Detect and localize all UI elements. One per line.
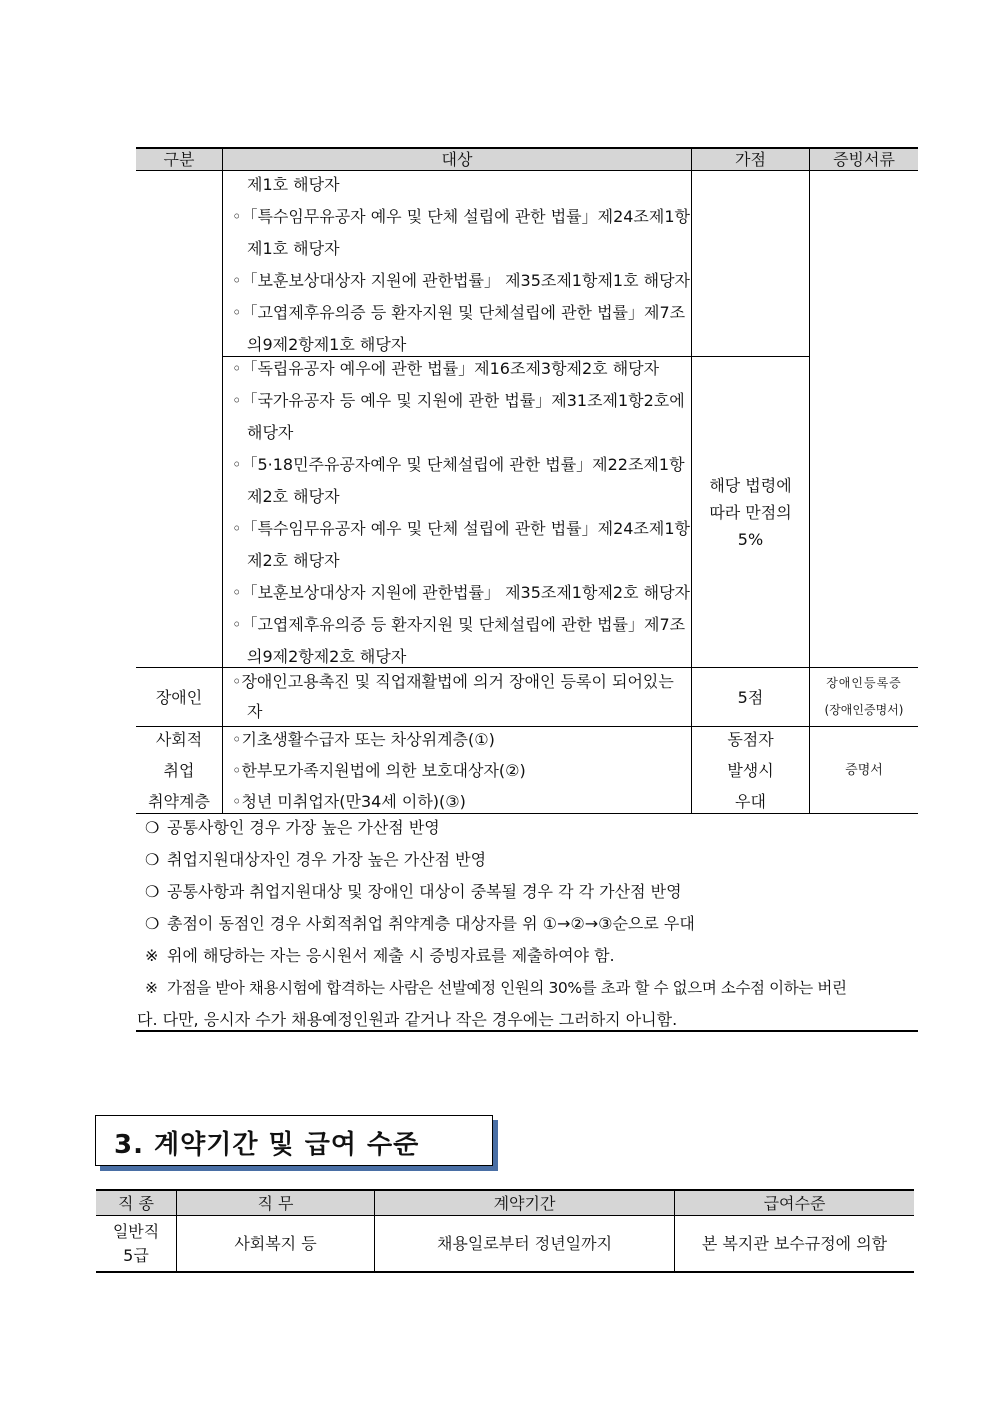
header-salary: 급여수준 — [675, 1189, 914, 1215]
note-text: 가점을 받아 채용시험에 합격하는 사람은 선발예정 인원의 30%를 초과 할 수 없으며 소수점 이하는 버린 — [167, 979, 847, 997]
category-text: 취약계층 — [148, 791, 210, 811]
category-text: 취업 — [163, 760, 195, 780]
salary-cell: 본 복지관 보수규정에 의함 — [701, 1233, 888, 1253]
target-line: 해당자 — [247, 423, 294, 442]
header-docs: 증빙서류 — [810, 147, 918, 170]
bullet-icon: ❍ — [145, 914, 160, 933]
docs-text: (장애인증명서) — [824, 703, 904, 717]
section-title: 3. 계약기간 및 급여 수준 — [114, 1130, 420, 1160]
note — [145, 817, 440, 839]
contract-table — [96, 1189, 914, 1273]
target-line: ◦「특수임무유공자 예우 및 단체 설립에 관한 법률」제24조제1항 — [232, 207, 690, 226]
points-cell: 5점 — [737, 687, 764, 707]
points-text: 5% — [737, 529, 764, 549]
note-text: 공통사항과 취업지원대상 및 장애인 대상이 중복될 경우 각 각 가산점 반영 — [167, 882, 682, 901]
job-type-text: 일반직 — [112, 1221, 160, 1241]
job-type-text: 5급 — [123, 1245, 149, 1265]
section-title-box — [95, 1115, 493, 1166]
target-line: ◦청년 미취업자(만34세 이하)(③) — [232, 792, 466, 811]
note — [137, 1009, 677, 1031]
docs-cell — [810, 668, 918, 726]
note — [145, 977, 847, 999]
note-text: 총점이 동점인 경우 사회적취업 취약계층 대상자를 위 ①→②→③순으로 우대 — [167, 914, 695, 933]
category-text: 사회적 — [155, 729, 203, 749]
target-line: ◦「고엽제후유의증 등 환자지원 및 단체설립에 관한 법률」제7조 — [232, 615, 686, 634]
target-line: ◦「특수임무유공자 예우 및 단체 설립에 관한 법률」제24조제1항 — [232, 519, 690, 538]
note — [145, 945, 615, 967]
target-line: ◦「보훈보상대상자 지원에 관한법률」 제35조제1항제1호 해당자 — [232, 271, 690, 290]
bullet-icon: ※ — [145, 979, 158, 997]
note-text: 취업지원대상자인 경우 가장 높은 가산점 반영 — [167, 850, 487, 869]
docs-cell: 증명서 — [845, 762, 883, 778]
target-line: ◦장애인고용촉진 및 직업재활법에 의거 장애인 등록이 되어있는 — [232, 672, 674, 691]
target-line: ◦기초생활수급자 또는 차상위계층(①) — [232, 730, 495, 749]
note-text: 위에 해당하는 자는 응시원서 제출 시 증빙자료를 제출하여야 함. — [167, 946, 615, 965]
header-duty: 직 무 — [177, 1189, 374, 1215]
period-cell: 채용일로부터 정년일까지 — [436, 1233, 613, 1253]
bullet-icon: ❍ — [145, 882, 160, 901]
target-line: ◦「국가유공자 등 예우 및 지원에 관한 법률」제31조제1항2호에 — [232, 391, 685, 410]
target-line: ◦「5·18민주유공자예우 및 단체설립에 관한 법률」제22조제1항 — [232, 455, 685, 474]
target-line: 의9제2항제2호 해당자 — [247, 647, 407, 666]
target-line: ◦「보훈보상대상자 지원에 관한법률」 제35조제1항제2호 해당자 — [232, 583, 690, 602]
target-line: 자 — [247, 702, 263, 721]
points-cell — [692, 467, 809, 557]
target-line: ◦「독립유공자 예우에 관한 법률」제16조제3항제2호 해당자 — [232, 359, 660, 378]
target-line: 제1호 해당자 — [247, 239, 340, 258]
target-line: 제2호 해당자 — [247, 551, 340, 570]
bullet-icon: ※ — [145, 946, 159, 965]
points-text: 동점자 — [727, 729, 774, 749]
points-text: 발생시 — [727, 760, 774, 780]
header-period: 계약기간 — [375, 1189, 674, 1215]
header-job-type: 직 종 — [96, 1189, 176, 1215]
bullet-icon: ❍ — [145, 818, 160, 837]
target-line: ◦「고엽제후유의증 등 환자지원 및 단체설립에 관한 법률」제7조 — [232, 303, 686, 322]
note — [145, 913, 695, 935]
header-target: 대상 — [223, 147, 691, 170]
note-text: 공통사항인 경우 가장 높은 가산점 반영 — [167, 818, 440, 837]
note — [145, 881, 682, 903]
points-text: 우대 — [735, 791, 766, 811]
target-line: 제2호 해당자 — [247, 487, 340, 506]
category-social — [136, 727, 222, 813]
category-disabled: 장애인 — [155, 687, 203, 707]
notes-bottom-rule — [136, 1030, 918, 1032]
header-points: 가점 — [692, 147, 809, 170]
points-text: 해당 법령에 — [709, 475, 792, 495]
bonus-points-table — [136, 147, 918, 817]
points-text: 따라 만점의 — [709, 502, 792, 522]
target-line: 제1호 해당자 — [247, 175, 340, 194]
target-line: ◦한부모가족지원법에 의한 보호대상자(②) — [232, 761, 526, 780]
points-cell — [692, 727, 809, 813]
note-text: 다. 다만, 응시자 수가 채용예정인원과 같거나 작은 경우에는 그러하지 아니함. — [137, 1010, 678, 1029]
note — [145, 849, 486, 871]
duty-cell: 사회복지 등 — [234, 1233, 317, 1253]
docs-text: 장애인등록증 — [826, 676, 902, 690]
header-category: 구분 — [136, 147, 222, 170]
bullet-icon: ❍ — [145, 850, 160, 869]
job-type-cell — [96, 1216, 176, 1271]
target-line: 의9제2항제1호 해당자 — [247, 335, 407, 354]
